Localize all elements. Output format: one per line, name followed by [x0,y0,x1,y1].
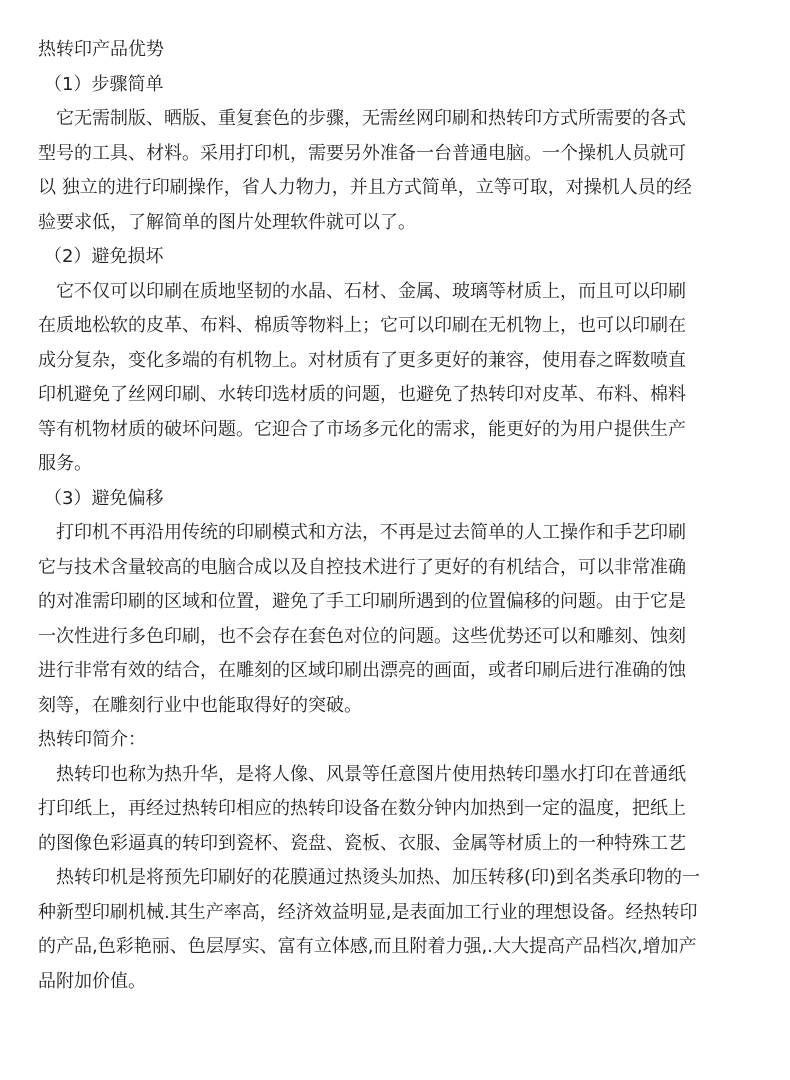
intro-title: 热转印简介： [38,729,146,750]
paragraph-line: 型号的工具、材料。采用打印机，需要另外准备一台普通电脑。一个操机人员就可 [38,142,686,164]
paragraph-line: 验要求低，了解简单的图片处理软件就可以了。 [38,211,416,233]
document-page [38,33,768,999]
paragraph-line: 热转印机是将预先印刷好的花膜通过热烫头加热、加压转移(印)到名类承印物的一 [38,867,701,888]
paragraph-line: 等有机物材质的破坏问题。它迎合了市场多元化的需求，能更好的为用户提供生产 [38,418,686,440]
paragraph-line: 打印纸上，再经过热转印相应的热转印设备在数分钟内加热到一定的温度，把纸上 [38,798,686,819]
document-title: 热转印产品优势 [38,39,164,60]
paragraph-line: 打印机不再沿用传统的印刷模式和方法，不再是过去简单的人工操作和手艺印刷 [38,522,686,543]
paragraph-line: 种新型印刷机械.其生产率高，经济效益明显,是表面加工行业的理想设备。经热转印 [38,901,698,923]
paragraph-line: 的图像色彩逼真的转印到瓷杯、瓷盘、瓷板、衣服、金属等材质上的一种特殊工艺 [38,832,686,854]
paragraph-line: 以 独立的进行印刷操作，省人力物力，并且方式简单，立等可取，对操机人员的经 [38,177,692,198]
paragraph-line: 刻等，在雕刻行业中也能取得好的突破。 [38,694,362,716]
paragraph-line: 的对准需印刷的区域和位置，避免了手工印刷所遇到的位置偏移的问题。由于它是 [38,591,686,612]
paragraph-line: 在质地松软的皮革、布料、棉质等物料上；它可以印刷在无机物上，也可以印刷在 [38,315,686,336]
paragraph-line: 它不仅可以印刷在质地坚韧的水晶、石材、金属、玻璃等材质上，而且可以印刷 [38,280,686,302]
section-heading-offset: （3）避免偏移 [44,487,164,509]
paragraph-line: 品附加价值。 [38,970,146,992]
paragraph-line: 印机避免了丝网印刷、水转印选材质的问题，也避免了热转印对皮革、布料、棉料 [38,384,686,405]
paragraph-line: 它无需制版、晒版、重复套色的步骤，无需丝网印刷和热转印方式所需要的各式 [38,108,686,129]
section-heading-steps: （1）步骤简单 [44,73,164,95]
paragraph-line: 热转印也称为热升华，是将人像、风景等任意图片使用热转印墨水打印在普通纸 [38,763,686,785]
paragraph-line: 的产品,色彩艳丽、色层厚实、富有立体感,而且附着力强,.大大提高产品档次,增加产 [38,936,697,957]
paragraph-line: 进行非常有效的结合，在雕刻的区域印刷出漂亮的画面，或者印刷后进行准确的蚀 [38,660,686,681]
paragraph-line: 成分复杂，变化多端的有机物上。对材质有了更多更好的兼容，使用春之晖数喷直 [38,349,686,371]
paragraph-line: 一次性进行多色印刷，也不会存在套色对位的问题。这些优势还可以和雕刻、蚀刻 [38,625,686,647]
section-heading-damage: （2）避免损坏 [44,246,164,267]
paragraph-line: 服务。 [38,453,92,474]
paragraph-line: 它与技术含量较高的电脑合成以及自控技术进行了更好的有机结合，可以非常准确 [38,556,686,578]
